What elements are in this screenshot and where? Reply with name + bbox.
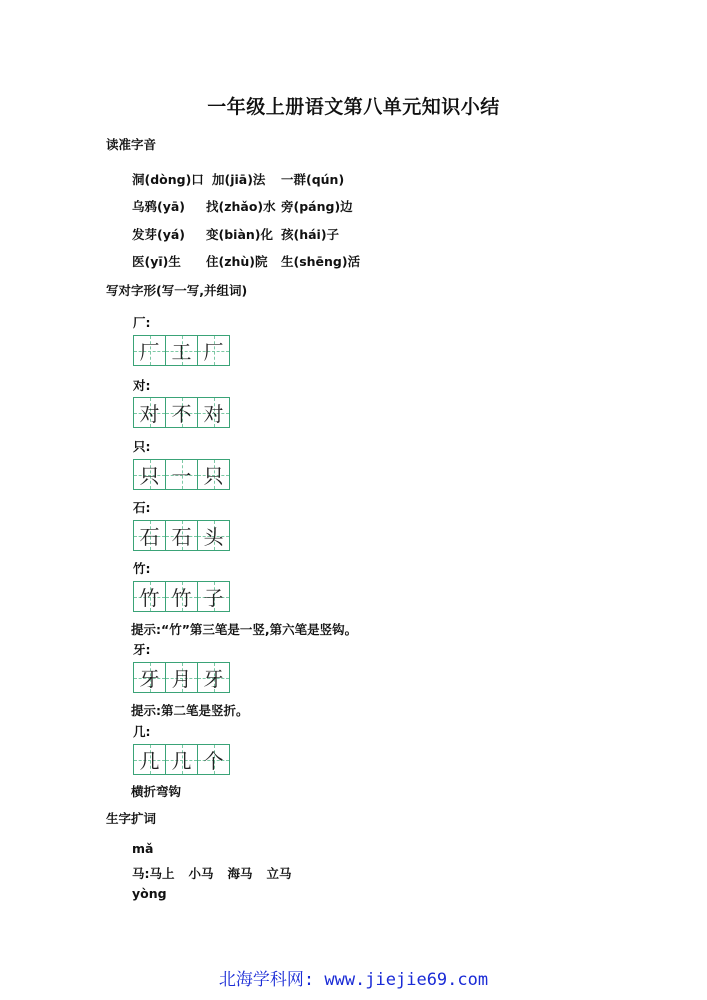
grid-char: 不 <box>171 402 192 426</box>
writing-grid <box>133 744 231 775</box>
grid-char: 对 <box>203 402 224 426</box>
pinyin-word: 一群(qún) <box>281 172 345 187</box>
grid-char: 竹 <box>171 586 192 610</box>
section-heading-read: 读准字音 <box>106 137 157 152</box>
pinyin-yong: yòng <box>132 886 167 901</box>
grid-char: 一 <box>171 464 192 488</box>
pinyin-word: 发芽(yá) <box>132 227 186 242</box>
writing-grid <box>133 335 231 366</box>
grid-cell <box>198 459 230 490</box>
grid-char: 头 <box>203 525 224 549</box>
expand-word: 小马 <box>188 866 214 881</box>
grid-cell <box>134 581 166 612</box>
char-label: 几: <box>133 724 151 739</box>
char-label: 竹: <box>133 561 151 576</box>
pinyin-word: 生(shēng)活 <box>281 254 361 269</box>
stroke-tip: 提示:“竹”第三笔是一竖,第六笔是竖钩。 <box>131 622 358 637</box>
stroke-tip: 提示:第二笔是竖折。 <box>131 703 249 718</box>
writing-grid <box>133 459 231 490</box>
grid-char: 石 <box>171 525 192 549</box>
expand-word: 海马 <box>227 866 253 881</box>
grid-char: 厂 <box>203 340 224 364</box>
grid-char: 工 <box>171 340 192 364</box>
grid-cell <box>134 520 166 551</box>
grid-cell <box>198 520 230 551</box>
page-title: 一年级上册语文第八单元知识小结 <box>207 96 500 118</box>
grid-cell <box>166 744 198 775</box>
grid-cell <box>166 335 198 366</box>
grid-char: 牙 <box>203 667 224 691</box>
grid-cell <box>198 581 230 612</box>
grid-cell <box>198 397 230 428</box>
expand-word: 立马 <box>266 866 292 881</box>
grid-cell <box>134 459 166 490</box>
grid-cell <box>134 744 166 775</box>
grid-char: 个 <box>203 749 224 773</box>
grid-char: 厂 <box>139 340 160 364</box>
word-line-ma <box>132 864 306 882</box>
grid-cell <box>134 335 166 366</box>
pinyin-word: 医(yī)生 <box>132 254 181 269</box>
grid-cell <box>166 459 198 490</box>
footer-watermark: 北海学科网: www.jiejie69.com <box>218 970 489 990</box>
grid-char: 对 <box>139 402 160 426</box>
section-heading-write: 写对字形(写一写,并组词) <box>106 283 248 298</box>
writing-grid <box>133 662 231 693</box>
char-label: 牙: <box>133 642 151 657</box>
grid-char: 牙 <box>139 667 160 691</box>
grid-char: 只 <box>139 464 160 488</box>
grid-char: 月 <box>171 667 192 691</box>
grid-char: 几 <box>171 749 192 773</box>
grid-char: 子 <box>203 586 224 610</box>
pinyin-word: 乌鸦(yā) <box>132 199 186 214</box>
grid-cell <box>166 397 198 428</box>
char-label: 只: <box>133 439 151 454</box>
writing-grid <box>133 520 231 551</box>
grid-cell <box>198 335 230 366</box>
expand-word: 马上 <box>149 866 175 881</box>
grid-cell <box>134 662 166 693</box>
grid-char: 几 <box>139 749 160 773</box>
writing-grid <box>133 581 231 612</box>
pinyin-word: 变(biàn)化 <box>206 227 273 242</box>
writing-grid <box>133 397 231 428</box>
grid-char: 竹 <box>139 586 160 610</box>
pinyin-word: 旁(páng)边 <box>281 199 353 214</box>
word-line-label: 马: <box>132 866 150 881</box>
stroke-tip: 横折弯钩 <box>131 784 182 799</box>
grid-cell <box>166 520 198 551</box>
grid-char: 石 <box>139 525 160 549</box>
section-heading-expand: 生字扩词 <box>106 811 157 826</box>
pinyin-word: 洞(dòng)口 <box>132 172 204 187</box>
grid-cell <box>198 662 230 693</box>
pinyin-word: 加(jiā)法 <box>212 172 266 187</box>
grid-cell <box>198 744 230 775</box>
grid-cell <box>166 581 198 612</box>
pinyin-word: 找(zhǎo)水 <box>206 199 276 214</box>
pinyin-word: 孩(hái)子 <box>281 227 340 242</box>
grid-cell <box>166 662 198 693</box>
pinyin-word: 住(zhù)院 <box>206 254 268 269</box>
char-label: 石: <box>133 500 151 515</box>
grid-cell <box>134 397 166 428</box>
char-label: 对: <box>133 378 151 393</box>
grid-char: 只 <box>203 464 224 488</box>
pinyin-ma: mǎ <box>132 841 154 856</box>
char-label: 厂: <box>133 315 151 330</box>
